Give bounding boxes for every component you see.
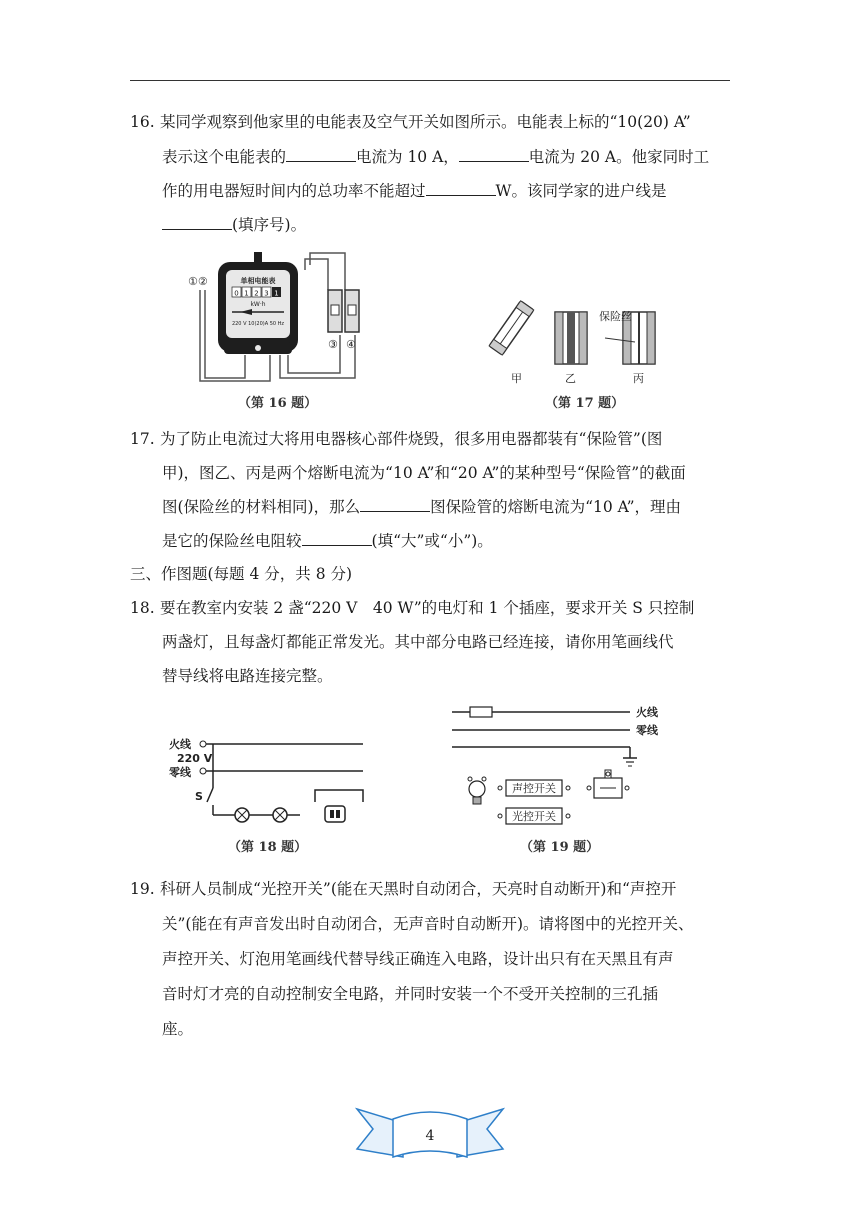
fuse-icon [470,707,492,717]
q19-line2: 关”(能在有声音发出时自动闭合，无声音时自动断开)。请将图中的光控开关、 [162,915,694,933]
q16-line2: 表示这个电能表的 电流为 10 A， 电流为 20 A。他家同时工 [162,143,737,171]
figure-17-fuses [485,290,665,390]
page-number: 4 [425,1128,435,1144]
q17-line2: 甲)，图乙、丙是两个熔断电流为“10 A”和“20 A”的某种型号“保险管”的截面 [162,464,686,482]
wire-label-4: ④ [346,338,356,351]
three-pin-socket-icon [587,770,629,798]
fuse-label: 保险丝 [599,310,632,323]
voltage-label: 220 V [177,752,213,765]
meter-digits [232,287,281,298]
caption-17: （第 17 题） [545,396,625,411]
wire-label-3: ③ [328,338,338,351]
sound-switch-label: 声控开关 [512,782,556,795]
figure-16-meter [180,245,380,385]
answer-blank[interactable] [426,177,496,196]
caption-16: （第 16 题） [238,396,318,411]
meter-unit: kW·h [250,301,266,308]
q16-line1: 16. 某同学观察到他家里的电能表及空气开关如图所示。电能表上标的“10(20) A” [130,113,691,131]
figure-19-circuit [450,700,665,830]
neutral-wire-label: 零线 [169,766,191,779]
q17-line3: 图(保险丝的材料相同)，那么 图保险管的熔断电流为“10 A”，理由 [162,493,737,521]
socket-icon [325,806,345,822]
q18-line3: 替导线将电路连接完整。 [162,667,333,685]
answer-blank[interactable] [286,143,356,162]
label-yi: 乙 [565,372,576,385]
answer-blank[interactable] [162,211,232,230]
section-3-title: 三、作图题(每题 4 分，共 8 分) [130,565,353,583]
bulb-icon [468,777,486,804]
label-jia: 甲 [511,372,522,385]
q19-line4: 音时灯才亮的自动控制安全电路，并同时安装一个不受开关控制的三孔插 [162,985,659,1003]
q16-line3: 作的用电器短时间内的总功率不能超过 W。该同学家的进户线是 [162,177,737,205]
svg-text:1: 1 [274,289,279,298]
q17-line1: 17. 为了防止电流过大将用电器核心部件烧毁，很多用电器都装有“保险管”(图 [130,430,663,448]
q19-line5: 座。 [162,1020,194,1038]
svg-text:0: 0 [234,289,239,298]
header-rule [130,80,730,81]
neutral-wire-label: 零线 [636,724,658,737]
switch-label: S [195,790,203,803]
svg-text:3: 3 [264,289,269,298]
q16-line4: (填序号)。 [162,211,737,239]
figure-18-circuit [165,730,370,830]
answer-blank[interactable] [302,527,372,546]
svg-text:1: 1 [244,289,249,298]
live-wire-label: 火线 [169,738,191,751]
meter-title: 单相电能表 [240,276,276,285]
live-wire-label: 火线 [636,706,658,719]
q19-line1: 19. 科研人员制成“光控开关”(能在天黑时自动闭合，天亮时自动断开)和“声控开 [130,880,677,898]
q18-line1: 18. 要在教室内安装 2 盏“220 V 40 W”的电灯和 1 个插座，要求开关 S 只控制 [130,599,695,617]
svg-text:2: 2 [254,289,259,298]
wire-labels-left: ①② [188,275,208,288]
caption-19: （第 19 题） [520,840,600,855]
answer-blank[interactable] [459,143,529,162]
light-switch-label: 光控开关 [512,810,556,823]
label-bing: 丙 [633,372,644,385]
answer-blank[interactable] [360,493,430,512]
meter-rating: 220 V 10(20)A 50 Hz [231,321,285,327]
q19-line3: 声控开关、灯泡用笔画线代替导线正确连入电路，设计出只有在天黑且有声 [162,950,674,968]
caption-18: （第 18 题） [228,840,308,855]
q18-line2: 两盏灯，且每盏灯都能正常发光。其中部分电路已经连接，请你用笔画线代 [162,633,674,651]
q17-line4: 是它的保险丝电阻较 (填“大”或“小”)。 [162,527,737,555]
